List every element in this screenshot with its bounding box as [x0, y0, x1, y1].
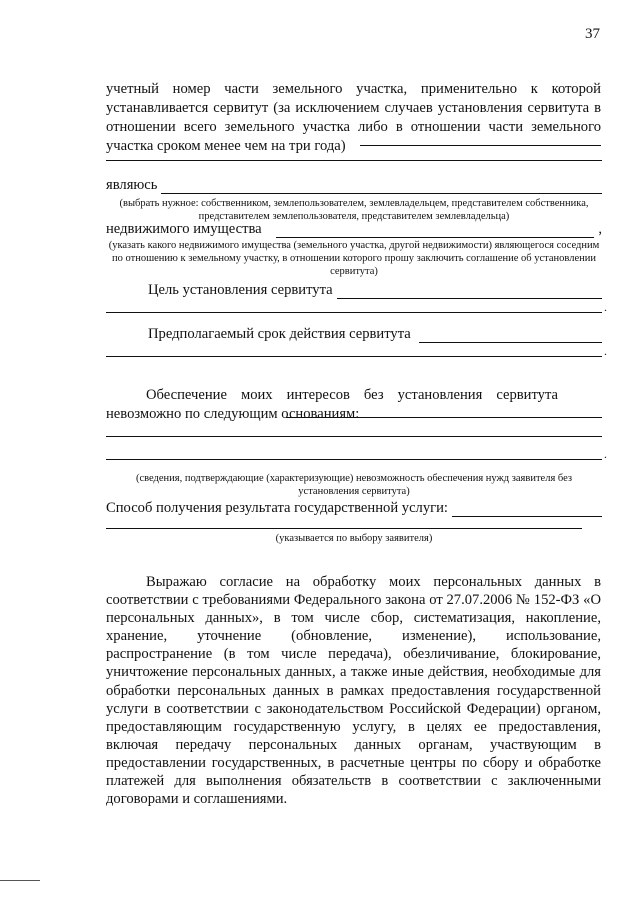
cadastral-part-text: учетный номер части земельного участка, применительно к которой устанавливается сервитут (за исключением случаев установления сервитута в отношении всего земельного участка либо в отношении части земельного участка сроком менее чем на три года) [106, 81, 601, 154]
term-row [106, 325, 602, 343]
applicant-status-row [106, 176, 602, 194]
applicant-status-caption: (выбрать нужное: собственником, землепользователем, землевладельцем, представителем собственника, представителем землепользователя, представителем землевладельца) [119, 198, 589, 222]
page-edge-mark [0, 880, 40, 881]
property-row [106, 220, 602, 238]
consent-text: Выражаю согласие на обработку моих персональных данных в соответствии с требованиями Федерального закона от 27.07.2006 № 152-ФЗ «О персональных данных», в том числе сбор, систематизация, накопление, хранение, уточнение (обновление, изменение), использование, распространение (в том числе передача), обезличивание, блокирование, уничтожение персональных данных, а также иные действия, необходимые для обработки персональных данных в рамках предоставления государственной услуги в соответствии с законодательством Российской Федерации) органом, предоставляющим государственную услугу, в целях ее предоставления, включая передачу персональных данных органам, участвующим в предоставлении государственных, в расчетные центры по сбору и обработке платежей для выполнения обязательств в соответствии с заключенными договорами и соглашениями. [106, 574, 601, 808]
term-label: Предполагаемый срок действия сервитута [148, 326, 411, 342]
impossibility-text: Обеспечение моих интересов без установления сервитута невозможно по следующим основаниям: [106, 387, 558, 422]
impossibility-field-line3[interactable] [106, 459, 602, 460]
impossibility-paragraph [106, 386, 558, 424]
purpose-row [106, 281, 602, 299]
result-method-field-line2[interactable] [106, 528, 582, 529]
impossibility-caption: (сведения, подтверждающие (характеризующие) невозможность обеспечения нужд заявителя без установления сервитута) [135, 473, 573, 497]
result-method-row [106, 499, 602, 517]
purpose-label: Цель установления сервитута [148, 282, 333, 298]
property-field[interactable] [276, 225, 595, 238]
cadastral-part-field-line2[interactable] [106, 160, 602, 161]
property-caption: (указать какого недвижимого имущества (земельного участка, другой недвижимости) являющегося соседним по отношению к земельному участку, в отношении которого прошу заключить соглашение об установлении сервитута) [108, 240, 600, 277]
purpose-field-line2[interactable] [106, 312, 602, 313]
term-field[interactable] [419, 330, 602, 343]
impossibility-end-dot: . [604, 447, 607, 461]
result-method-label: Способ получения результата государственной услуги: [106, 500, 448, 516]
impossibility-field-line2[interactable] [106, 436, 602, 437]
result-method-caption: (указывается по выбору заявителя) [275, 533, 433, 544]
purpose-end-dot: . [604, 300, 607, 314]
term-field-line2[interactable] [106, 356, 602, 357]
cadastral-part-field[interactable] [360, 145, 601, 146]
property-comma: , [598, 221, 602, 237]
term-end-dot: . [604, 344, 607, 358]
page-number: 37 [585, 26, 600, 42]
impossibility-field[interactable] [286, 417, 602, 418]
result-method-field[interactable] [452, 504, 602, 517]
consent-paragraph [106, 573, 601, 808]
applicant-status-field[interactable] [161, 181, 602, 194]
property-label: недвижимого имущества [106, 221, 262, 237]
applicant-status-label: являюсь [106, 177, 158, 193]
purpose-field[interactable] [337, 286, 602, 299]
